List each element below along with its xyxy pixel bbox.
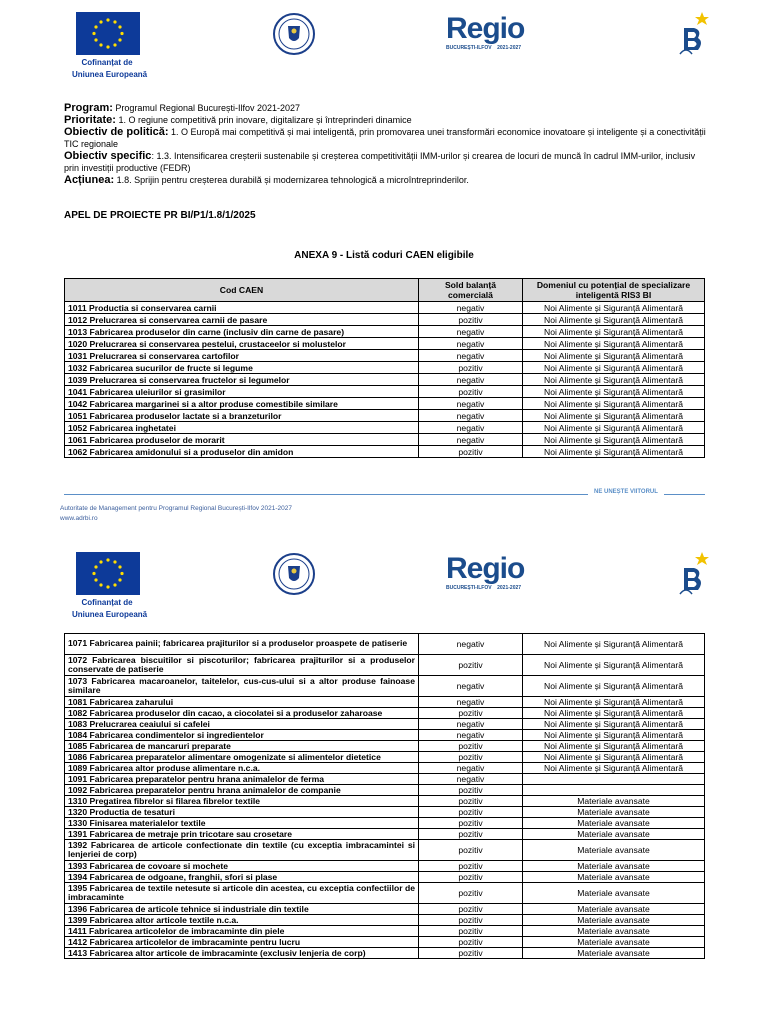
footer-tagline: NE UNEȘTE VIITORUL: [588, 489, 664, 495]
cell-cod-caen: 1051 Fabricarea produselor lactate si a branzeturilor: [65, 410, 419, 422]
cell-domeniu: Noi Alimente și Siguranță Alimentară: [523, 708, 705, 719]
cell-sold: pozitiv: [419, 796, 523, 807]
cell-domeniu: Noi Alimente și Siguranță Alimentară: [523, 741, 705, 752]
table-row: [65, 676, 705, 697]
cell-cod-caen: 1011 Productia si conservarea carnii: [65, 302, 419, 314]
cell-sold: pozitiv: [419, 861, 523, 872]
cell-cod-caen: 1091 Fabricarea preparatelor pentru hrana animalelor de ferma: [65, 774, 419, 785]
eu-caption-2: Uniunea Europeană: [72, 610, 148, 619]
cell-cod-caen: 1061 Fabricarea produselor de morarit: [65, 434, 419, 446]
table-row: [65, 398, 705, 410]
cell-domeniu: Materiale avansate: [523, 926, 705, 937]
cell-cod-caen: 1392 Fabricarea de articole confectionate din textile (cu exceptia imbracamintei si lenjeriei de corp): [65, 840, 419, 861]
table-row: [65, 410, 705, 422]
cell-sold: negativ: [419, 422, 523, 434]
cell-sold: pozitiv: [419, 807, 523, 818]
cell-domeniu: Noi Alimente și Siguranță Alimentară: [523, 676, 705, 697]
cell-cod-caen: 1073 Fabricarea macaroanelor, taitelelor, cus-cus-ului si a altor produse fainoase similare: [65, 676, 419, 697]
caen-table-page1: [64, 278, 705, 458]
cell-domeniu: Materiale avansate: [523, 807, 705, 818]
cell-sold: pozitiv: [419, 752, 523, 763]
cell-cod-caen: 1052 Fabricarea inghetatei: [65, 422, 419, 434]
table-row: [65, 434, 705, 446]
cell-sold: negativ: [419, 697, 523, 708]
obiectiv-specific-line: [64, 150, 709, 174]
cell-sold: pozitiv: [419, 937, 523, 948]
table-row: [65, 708, 705, 719]
cell-sold: pozitiv: [419, 362, 523, 374]
cell-sold: pozitiv: [419, 818, 523, 829]
header-sold: Sold balanță comercială: [419, 279, 523, 302]
cell-sold: negativ: [419, 634, 523, 655]
cell-sold: pozitiv: [419, 386, 523, 398]
cell-domeniu: Noi Alimente și Siguranță Alimentară: [523, 434, 705, 446]
apel-title: APEL DE PROIECTE PR BI/P1/1.8/1/2025: [64, 210, 256, 221]
cell-domeniu: Noi Alimente și Siguranță Alimentară: [523, 386, 705, 398]
table-row: [65, 446, 705, 458]
cell-cod-caen: 1020 Prelucrarea si conservarea pestelui, crustaceelor si molustelor: [65, 338, 419, 350]
table-row: [65, 763, 705, 774]
cell-domeniu: Materiale avansate: [523, 948, 705, 959]
cell-sold: pozitiv: [419, 655, 523, 676]
prioritate-label: Prioritate:: [64, 114, 116, 126]
header-cod-caen: Cod CAEN: [65, 279, 419, 302]
cell-cod-caen: 1085 Fabricarea de mancaruri preparate: [65, 741, 419, 752]
table-row: [65, 730, 705, 741]
table-row: [65, 752, 705, 763]
program-text: Programul Regional București-Ilfov 2021-2027: [115, 103, 301, 113]
regio-logo: [446, 554, 546, 594]
cell-domeniu: Materiale avansate: [523, 915, 705, 926]
cell-domeniu: Materiale avansate: [523, 818, 705, 829]
cell-cod-caen: 1411 Fabricarea articolelor de imbracaminte din piele: [65, 926, 419, 937]
eu-caption-1: Cofinanțat de: [81, 598, 133, 607]
cell-sold: negativ: [419, 326, 523, 338]
table-header-row: [65, 279, 705, 302]
regio-subtitle: [446, 45, 546, 51]
footer-authority: Autoritate de Management pentru Programul Regional București-Ilfov 2021-2027: [60, 505, 292, 512]
header-logos: [0, 10, 768, 80]
cell-domeniu: [523, 785, 705, 796]
cell-sold: negativ: [419, 730, 523, 741]
table-row: [65, 697, 705, 708]
cell-cod-caen: 1310 Pregatirea fibrelor si filarea fibrelor textile: [65, 796, 419, 807]
footer-website[interactable]: www.adrbi.ro: [60, 515, 98, 522]
cell-domeniu: Noi Alimente și Siguranță Alimentară: [523, 374, 705, 386]
cell-domeniu: Noi Alimente și Siguranță Alimentară: [523, 697, 705, 708]
table-row: [65, 741, 705, 752]
obiectiv-politica-text: 1. O Europă mai competitivă și mai inteligentă, prin promovarea unei transformări economice inovatoare și inteligente și a conectivității TIC regionale: [64, 127, 706, 149]
table-row: [65, 883, 705, 904]
cell-sold: negativ: [419, 774, 523, 785]
table-row: [65, 302, 705, 314]
regio-logo: [446, 14, 546, 54]
bi-logo-icon: [672, 10, 712, 60]
cell-domeniu: Noi Alimente și Siguranță Alimentară: [523, 634, 705, 655]
government-seal-icon: [272, 12, 316, 56]
header-domeniu: Domeniul cu potențial de specializare inteligentă RIS3 BI: [523, 279, 705, 302]
table-row: [65, 840, 705, 861]
regio-region: BUCUREȘTI-ILFOV: [446, 45, 492, 51]
cell-cod-caen: 1042 Fabricarea margarinei si a altor produse comestibile similare: [65, 398, 419, 410]
cell-domeniu: Noi Alimente și Siguranță Alimentară: [523, 398, 705, 410]
obiectiv-specific-text: : 1.3. Intensificarea creșterii sustenabile și creșterea competitivității IMM-urilor și crearea de locuri de muncă în cadrul IMM-urilor, inclusiv prin investiții productive (FEDR): [64, 151, 696, 173]
annex-title: ANEXA 9 - Listă coduri CAEN eligibile: [294, 250, 474, 261]
cell-cod-caen: 1393 Fabricarea de covoare si mochete: [65, 861, 419, 872]
cell-cod-caen: 1084 Fabricarea condimentelor si ingredientelor: [65, 730, 419, 741]
cell-sold: pozitiv: [419, 741, 523, 752]
eu-caption-2: Uniunea Europeană: [72, 70, 148, 79]
obiectiv-politica-label: Obiectiv de politică:: [64, 126, 169, 138]
cell-sold: pozitiv: [419, 915, 523, 926]
table-row: [65, 422, 705, 434]
table-row: [65, 829, 705, 840]
table-body-page1: [65, 302, 705, 458]
cell-sold: negativ: [419, 676, 523, 697]
table-row: [65, 937, 705, 948]
cell-cod-caen: 1081 Fabricarea zaharului: [65, 697, 419, 708]
cell-cod-caen: 1041 Fabricarea uleiurilor si grasimilor: [65, 386, 419, 398]
table-row: [65, 796, 705, 807]
cell-cod-caen: 1089 Fabricarea altor produse alimentare n.c.a.: [65, 763, 419, 774]
obiectiv-specific-label: Obiectiv specific: [64, 150, 152, 162]
table-body-page2: [65, 634, 705, 959]
cell-sold: negativ: [419, 338, 523, 350]
table-row: [65, 374, 705, 386]
cell-cod-caen: 1031 Prelucrarea si conservarea cartofilor: [65, 350, 419, 362]
cell-domeniu: Noi Alimente și Siguranță Alimentară: [523, 338, 705, 350]
table-row: [65, 362, 705, 374]
actiunea-line: [64, 174, 709, 186]
cell-cod-caen: 1086 Fabricarea preparatelor alimentare omogenizate si alimentelor dietetice: [65, 752, 419, 763]
cell-sold: pozitiv: [419, 883, 523, 904]
cell-domeniu: Noi Alimente și Siguranță Alimentară: [523, 314, 705, 326]
eu-logo: [72, 12, 148, 79]
cell-domeniu: Materiale avansate: [523, 937, 705, 948]
cell-cod-caen: 1396 Fabricarea de articole tehnice si industriale din textile: [65, 904, 419, 915]
table-row: [65, 350, 705, 362]
cell-sold: negativ: [419, 302, 523, 314]
actiunea-text: 1.8. Sprijin pentru creșterea durabilă și modernizarea tehnologică a microîntreprinderilor.: [116, 175, 469, 185]
cell-domeniu: Materiale avansate: [523, 796, 705, 807]
government-seal-icon: [272, 552, 316, 596]
actiunea-label: Acțiunea:: [64, 174, 115, 186]
cell-domeniu: Noi Alimente și Siguranță Alimentară: [523, 763, 705, 774]
cell-domeniu: Noi Alimente și Siguranță Alimentară: [523, 410, 705, 422]
table-row: [65, 948, 705, 959]
program-label: Program:: [64, 102, 113, 114]
table-row: [65, 634, 705, 655]
cell-sold: negativ: [419, 374, 523, 386]
table-row: [65, 655, 705, 676]
eu-flag-icon: [76, 552, 140, 595]
cell-domeniu: Noi Alimente și Siguranță Alimentară: [523, 752, 705, 763]
cell-cod-caen: 1413 Fabricarea altor articole de imbracaminte (exclusiv lenjeria de corp): [65, 948, 419, 959]
cell-sold: negativ: [419, 350, 523, 362]
cell-sold: negativ: [419, 763, 523, 774]
prioritate-text: 1. O regiune competitivă prin inovare, digitalizare și întreprinderi dinamice: [118, 115, 412, 125]
cell-domeniu: Noi Alimente și Siguranță Alimentară: [523, 655, 705, 676]
program-line: [64, 102, 709, 114]
cell-cod-caen: 1072 Fabricarea biscuitilor si piscoturilor; fabricarea prajiturilor si a produselor conservate de patiserie: [65, 655, 419, 676]
regio-years: 2021-2027: [497, 45, 522, 51]
table-row: [65, 719, 705, 730]
caen-table-page2: [64, 633, 705, 959]
cell-domeniu: [523, 774, 705, 785]
regio-wordmark: Regio: [446, 12, 525, 45]
cell-sold: pozitiv: [419, 872, 523, 883]
cell-cod-caen: 1320 Productia de tesaturi: [65, 807, 419, 818]
cell-sold: pozitiv: [419, 904, 523, 915]
regio-wordmark: Regio: [446, 552, 525, 585]
cell-domeniu: Materiale avansate: [523, 904, 705, 915]
table-row: [65, 915, 705, 926]
cell-sold: pozitiv: [419, 314, 523, 326]
cell-domeniu: Noi Alimente și Siguranță Alimentară: [523, 326, 705, 338]
bi-logo-icon: [672, 550, 712, 600]
cell-sold: pozitiv: [419, 785, 523, 796]
table-row: [65, 785, 705, 796]
cell-cod-caen: 1013 Fabricarea produselor din carne (inclusiv din carne de pasare): [65, 326, 419, 338]
cell-cod-caen: 1039 Prelucrarea si conservarea fructelor si legumelor: [65, 374, 419, 386]
cell-cod-caen: 1032 Fabricarea sucurilor de fructe si legume: [65, 362, 419, 374]
table-row: [65, 926, 705, 937]
cell-domeniu: Noi Alimente și Siguranță Alimentară: [523, 362, 705, 374]
program-info: [64, 102, 709, 186]
header-logos-page2: [0, 550, 768, 620]
table-row: [65, 326, 705, 338]
cell-domeniu: Materiale avansate: [523, 840, 705, 861]
table-row: [65, 774, 705, 785]
cell-cod-caen: 1083 Prelucrarea ceaiului si cafelei: [65, 719, 419, 730]
cell-cod-caen: 1330 Finisarea materialelor textile: [65, 818, 419, 829]
table-row: [65, 818, 705, 829]
cell-cod-caen: 1062 Fabricarea amidonului si a produselor din amidon: [65, 446, 419, 458]
table-row: [65, 386, 705, 398]
cell-domeniu: Materiale avansate: [523, 829, 705, 840]
cell-cod-caen: 1082 Fabricarea produselor din cacao, a ciocolatei si a produselor zaharoase: [65, 708, 419, 719]
cell-cod-caen: 1394 Fabricarea de odgoane, franghii, sfori si plase: [65, 872, 419, 883]
table-row: [65, 338, 705, 350]
cell-cod-caen: 1399 Fabricarea altor articole textile n.c.a.: [65, 915, 419, 926]
cell-sold: negativ: [419, 434, 523, 446]
cell-domeniu: Materiale avansate: [523, 883, 705, 904]
cell-domeniu: Noi Alimente și Siguranță Alimentară: [523, 350, 705, 362]
regio-years: 2021-2027: [497, 585, 522, 591]
regio-region: BUCUREȘTI-ILFOV: [446, 585, 492, 591]
table-row: [65, 872, 705, 883]
cell-cod-caen: 1012 Prelucrarea si conservarea carnii de pasare: [65, 314, 419, 326]
cell-sold: pozitiv: [419, 708, 523, 719]
cell-cod-caen: 1412 Fabricarea articolelor de imbracaminte pentru lucru: [65, 937, 419, 948]
cell-sold: pozitiv: [419, 829, 523, 840]
cell-domeniu: Noi Alimente și Siguranță Alimentară: [523, 730, 705, 741]
cell-domeniu: Noi Alimente și Siguranță Alimentară: [523, 422, 705, 434]
cell-sold: negativ: [419, 398, 523, 410]
prioritate-line: [64, 114, 709, 126]
cell-sold: pozitiv: [419, 446, 523, 458]
cell-sold: pozitiv: [419, 948, 523, 959]
cell-cod-caen: 1391 Fabricarea de metraje prin tricotare sau crosetare: [65, 829, 419, 840]
cell-cod-caen: 1395 Fabricarea de textile netesute si articole din acestea, cu exceptia confectiilor de imbracaminte: [65, 883, 419, 904]
regio-subtitle: [446, 585, 546, 591]
table-row: [65, 904, 705, 915]
cell-sold: pozitiv: [419, 840, 523, 861]
cell-domeniu: Noi Alimente și Siguranță Alimentară: [523, 719, 705, 730]
eu-caption-1: Cofinanțat de: [81, 58, 133, 67]
cell-domeniu: Noi Alimente și Siguranță Alimentară: [523, 446, 705, 458]
cell-sold: negativ: [419, 410, 523, 422]
table-row: [65, 807, 705, 818]
eu-logo: [72, 552, 148, 619]
footer-text: [60, 504, 292, 524]
table-row: [65, 314, 705, 326]
cell-domeniu: Noi Alimente și Siguranță Alimentară: [523, 302, 705, 314]
cell-sold: negativ: [419, 719, 523, 730]
eu-flag-icon: [76, 12, 140, 55]
cell-domeniu: Materiale avansate: [523, 861, 705, 872]
cell-domeniu: Materiale avansate: [523, 872, 705, 883]
obiectiv-politica-line: [64, 126, 709, 150]
cell-cod-caen: 1092 Fabricarea preparatelor pentru hrana animalelor de companie: [65, 785, 419, 796]
table-row: [65, 861, 705, 872]
cell-cod-caen: 1071 Fabricarea painii; fabricarea prajiturilor si a produselor proaspete de patiserie: [65, 634, 419, 655]
cell-sold: pozitiv: [419, 926, 523, 937]
